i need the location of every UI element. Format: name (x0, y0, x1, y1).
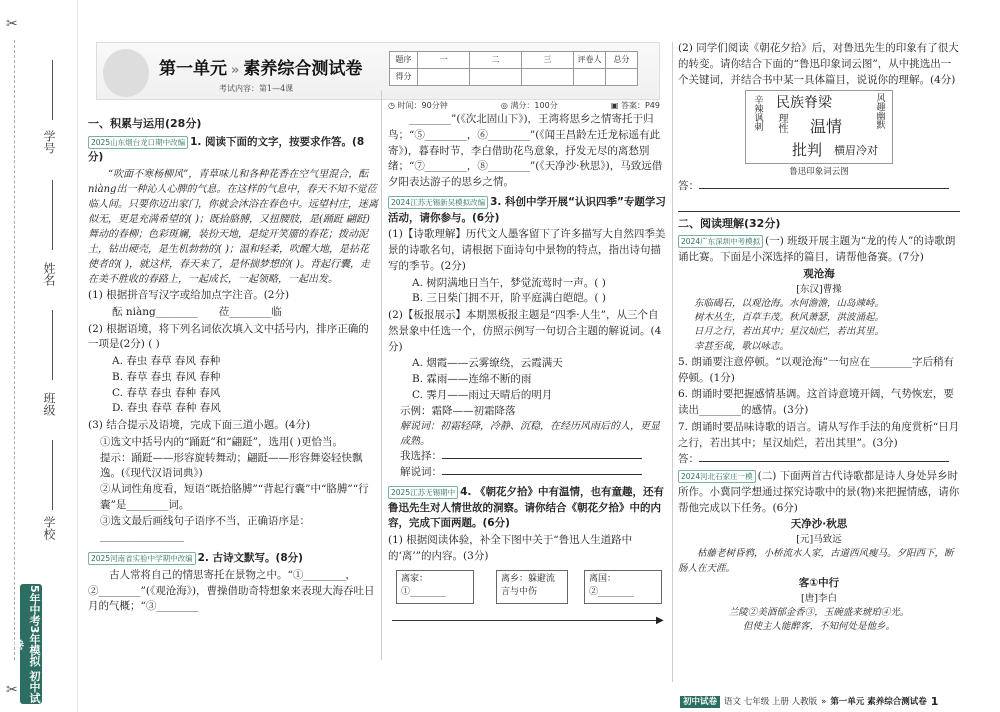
poem-author: [唐]李白 (801, 592, 837, 604)
poem-title: 观沧海 (803, 267, 835, 280)
cut-line (14, 40, 15, 660)
poem-line: 幸甚至哉，歌以咏志。 (694, 340, 790, 352)
poem-line: 兰陵②美酒郁金香③，玉碗盛来琥珀④光。 (728, 606, 910, 618)
column-divider (672, 42, 673, 682)
option-c[interactable]: C. 春草 春虫 春种 春风 (112, 386, 221, 399)
test-header (96, 42, 660, 100)
question-4: 2025江苏无锡期中 4. 《朝花夕拾》中有温情，也有童趣，还有鲁迅先生对人情世故的洞察。请你结合《朝花夕拾》中的内容，完成下面两题。(6分) (388, 485, 665, 530)
question-3-2-b: B. 霖雨——连绵不断的雨 (412, 373, 532, 385)
question-3-2: (2)【板报展示】本期黑板报主题是“四季·人生”，从三个自然景象中任选一个，仿照示例写一句切合主题的解说词。(4分) (388, 309, 662, 353)
poem-author: [东汉]曹操 (796, 283, 842, 295)
question-3-1-a: A. 树阴满地日当午，梦觉流莺时一声。( ) (412, 276, 606, 289)
page-title: 第一单元 » 素养综合测试卷 (159, 59, 363, 79)
section-heading: 一、积累与运用(28分) (88, 117, 202, 130)
girl-illustration (103, 49, 149, 97)
question-3-2-c: C. 霁月——雨过天晴后的明月 (412, 388, 553, 401)
column-3 (678, 40, 960, 634)
question-1: 2025山东烟台龙口期中改编 1. 阅读下面的文字，按要求作答。(8分) (88, 135, 365, 164)
question-1-1: (1) 根据拼音写汉字或给加点字注音。(2分) (88, 289, 290, 301)
timeline-line (392, 620, 658, 621)
question-1-1-items: 酝 niàng________ 莅________临 (112, 305, 282, 318)
question-1-2: (2) 根据语境，将下列名词依次填入文中括号内，排序正确的一项是(2分) ( ) (88, 322, 369, 351)
explain-field[interactable]: 解说词： (388, 465, 668, 481)
score-table: 题序 一 二 三 评卷人 总分 得分 (389, 51, 638, 86)
question-3: 2024江苏无锡新吴模拟改编 3. 科创中学开展“认识四季”专题学习活动，请你参与。(6分) (388, 195, 666, 224)
reading-1: 2024广东深圳中考模拟 (一) 班级开展主题为“龙的传人”的诗歌朗诵比赛。下面是小深选择的篇目，请帮他备赛。(7分) (678, 235, 956, 263)
poem-line: 日月之行，若出其中；星汉灿烂，若出其里。 (694, 326, 885, 338)
clock-icon: ◷ 时间：90分钟 (388, 101, 448, 110)
answer-field[interactable]: 答： (678, 179, 960, 195)
leave-home-box[interactable]: 离家：①________ (396, 570, 474, 604)
question-3-2-example: 示例：霜降——初霜降落 (400, 404, 516, 417)
question-3-2-a: A. 烟霞——云雾缭绕，云霞满天 (412, 357, 563, 370)
arrow-icon: » (821, 696, 827, 707)
question-2-text: 古人常将自己的情思寄托在景物之中。“①________，②________”(《观沧海》)，曹操借助奇特想象来表现大海吞吐日月的气概；“③________ (88, 568, 375, 613)
question-6: 6. 朗诵时要把握感情基调。这首诗意境开阔，气势恢宏，要读出________的感情。(3分) (678, 388, 954, 416)
name-line (52, 180, 53, 250)
name-label: 姓名 (42, 262, 56, 286)
question-4-2: (2) 同学们阅读《朝花夕拾》后，对鲁迅先生的印象有了很大的转变。请你结合下面的“鲁迅印象词云图”，从中挑选出一个关键词，并结合书中某一具体篇目，说说你的理解。(4分) (678, 42, 959, 86)
question-7: 7. 朗诵时要品味诗歌的语言。请从写作手法的角度赏析“日月之行，若出其中；星汉灿烂，若出其里”。(3分) (678, 420, 960, 449)
poem-author: [元]马致远 (796, 534, 842, 545)
column-2 (388, 112, 668, 632)
answer-line[interactable] (678, 198, 960, 212)
school-label: 学校 (42, 516, 56, 540)
question-3-2-explain: 解说词：初霜轻降，冷静、沉稳，在经历风雨后的人，更显成熟。 (400, 421, 660, 448)
answer-icon: ▣ 答案：P49 (610, 101, 660, 110)
footer-unit: 第一单元 素养综合测试卷 (830, 696, 927, 707)
poem-line: 树木丛生，百草丰茂。秋风萧瑟，洪波涌起。 (694, 312, 885, 323)
footer-badge: 初中试卷 (680, 696, 720, 709)
score-cell[interactable] (470, 69, 522, 86)
leave-hometown-box: 离乡：躲避流言与中伤 (496, 570, 568, 604)
poem-line: 东临碣石，以观沧海。水何澹澹，山岛竦峙。 (694, 297, 885, 309)
option-a[interactable]: A. 春虫 春草 春风 春种 (112, 355, 221, 367)
question-1-3-c: ③选文最后画线句子语序不当，正确语序是：________________ (100, 514, 310, 543)
question-1-3-b: ②从词性角度看，短语“既拾胳膊”“背起行囊”中“胳膊”“行囊”是________词。 (100, 483, 369, 511)
cloud-word: 批判 (792, 141, 823, 160)
column-1 (88, 112, 378, 615)
student-id-line (52, 60, 53, 120)
score-cell[interactable] (606, 69, 638, 86)
exam-scope: 考试内容：第1—4课 (219, 84, 294, 93)
class-line (52, 310, 53, 380)
scissors-icon: ✂ (6, 682, 18, 698)
exam-meta (388, 100, 660, 112)
life-path-diagram (388, 566, 668, 632)
word-cloud (745, 90, 893, 164)
question-2: 2025河南省实验中学期中改编 2. 古诗文默写。(8分) (88, 551, 378, 567)
cloud-word: 民族脊梁 (776, 95, 832, 112)
score-icon: ◎ 满分：100分 (500, 101, 558, 110)
question-3-1-b: B. 三日柴门拥不开，阶平庭满白皑皑。( ) (412, 292, 606, 305)
school-line (52, 440, 53, 510)
cloud-word: 风趣幽默 (874, 93, 885, 130)
reading-2: 2024河北石家庄一模 (二) 下面两首古代诗歌都是诗人身处异乡时所作。小冀同学想通过探究诗歌中的景(物)来把握情感，请你帮他完成以下任务。(6分) (678, 470, 960, 514)
option-d[interactable]: D. 春虫 春草 春种 春风 (112, 402, 221, 415)
binding-margin (0, 0, 78, 712)
option-b[interactable]: B. 春草 春虫 春风 春种 (112, 370, 221, 383)
question-1-3-a: ①选文中括号内的“踊跹”和“翩跹”，选用( )更恰当。 (100, 435, 344, 448)
reading-passage: “吹面不寒杨柳风”，青草味儿和各种花香在空气里混合，酝niàng出一种沁人心脾的气息。在这样的气息中，春天不知不觉莅临人间。只要你迈出家门，你就会沐浴在春色中。远望村庄，迷离似无，更是充满希望的( )；既拾胳膊，又扭腰肢，是(踊跹 翩跹)舞动的春柳；色彩斑斓，装扮天地，是绽开笑靥的春花；拨动泥土，钻出硬壳，是生机勃勃的( )；温和轻柔，吹醒大地，是拈花使者的( )，就这样，春天来了，是怀揣梦想的( )。背起行囊，走在美不胜收的春路上，一起成长，一起领略，一起出发。 (88, 169, 378, 285)
poem-title: 客①中行 (798, 576, 840, 589)
score-cell[interactable] (574, 69, 606, 86)
column-divider (381, 90, 382, 660)
cloud-word: 理性 (776, 113, 787, 134)
page-footer (680, 695, 980, 709)
score-cell[interactable] (522, 69, 574, 86)
section-heading: 二、阅读理解(32分) (678, 216, 781, 230)
word-cloud-caption: 鲁迅印象词云图 (789, 167, 849, 178)
arrow-right-icon: ▶ (656, 614, 664, 626)
question-2-cont: ________”(《次北固山下》)，王湾将思乡之情寄托于归鸟；“⑤________，⑥________”(《闻王昌龄左迁龙标遥有此寄》)，暮春时节，李白借助花鸟意象，抒发无尽的离愁别绪；“⑦________，⑧________”(《天净沙·秋思》)，马致远借夕阳表达游子的思乡之情。 (388, 113, 663, 188)
question-3-1: (1)【诗歌理解】历代文人墨客留下了许多描写大自然四季美景的诗歌名句，请根据下面诗句中景物的特点，指出诗句描写的季节。(2分) (388, 228, 666, 272)
cloud-word: 辛辣讽刺 (752, 95, 763, 132)
poem-text: 枯藤老树昏鸦，小桥流水人家，古道西风瘦马。夕阳西下，断肠人在天涯。 (678, 548, 954, 574)
choose-field[interactable]: 我选择： (388, 449, 668, 465)
brand-logo: 5年中考3年模拟 初中试卷 (11, 584, 41, 704)
question-5: 5. 朗诵要注意停顿。“以观沧海”一句应在________字后稍有停顿。(1分) (678, 355, 955, 384)
scissors-icon: ✂ (6, 16, 18, 32)
page-number: 1 (930, 694, 939, 708)
question-1-3: (3) 结合提示及语境，完成下面三道小题。(4分) (88, 419, 311, 431)
footer-text: 语文 七年级 上册 人教版 (724, 696, 818, 707)
question-1-3-hint: 提示：踊跹——形容旋转舞动；翩跹——形容舞姿轻快飘逸。(《现代汉语词典》) (100, 451, 363, 480)
question-4-1: (1) 根据阅读体验，补全下图中关于“鲁迅人生道路中的‘离’”的内容。(3分) (388, 534, 633, 562)
class-label: 班级 (42, 392, 56, 416)
leave-country-box[interactable]: 离国：②________ (584, 570, 662, 604)
student-id-label: 学号 (42, 130, 56, 154)
poem-line: 但使主人能醉客，不知何处是他乡。 (742, 621, 895, 632)
cloud-word: 横眉冷对 (834, 144, 878, 158)
answer-field[interactable]: 答： (678, 452, 960, 468)
poem-title: 天净沙·秋思 (790, 518, 848, 531)
score-cell[interactable] (418, 69, 470, 86)
cloud-word: 温情 (810, 117, 843, 137)
